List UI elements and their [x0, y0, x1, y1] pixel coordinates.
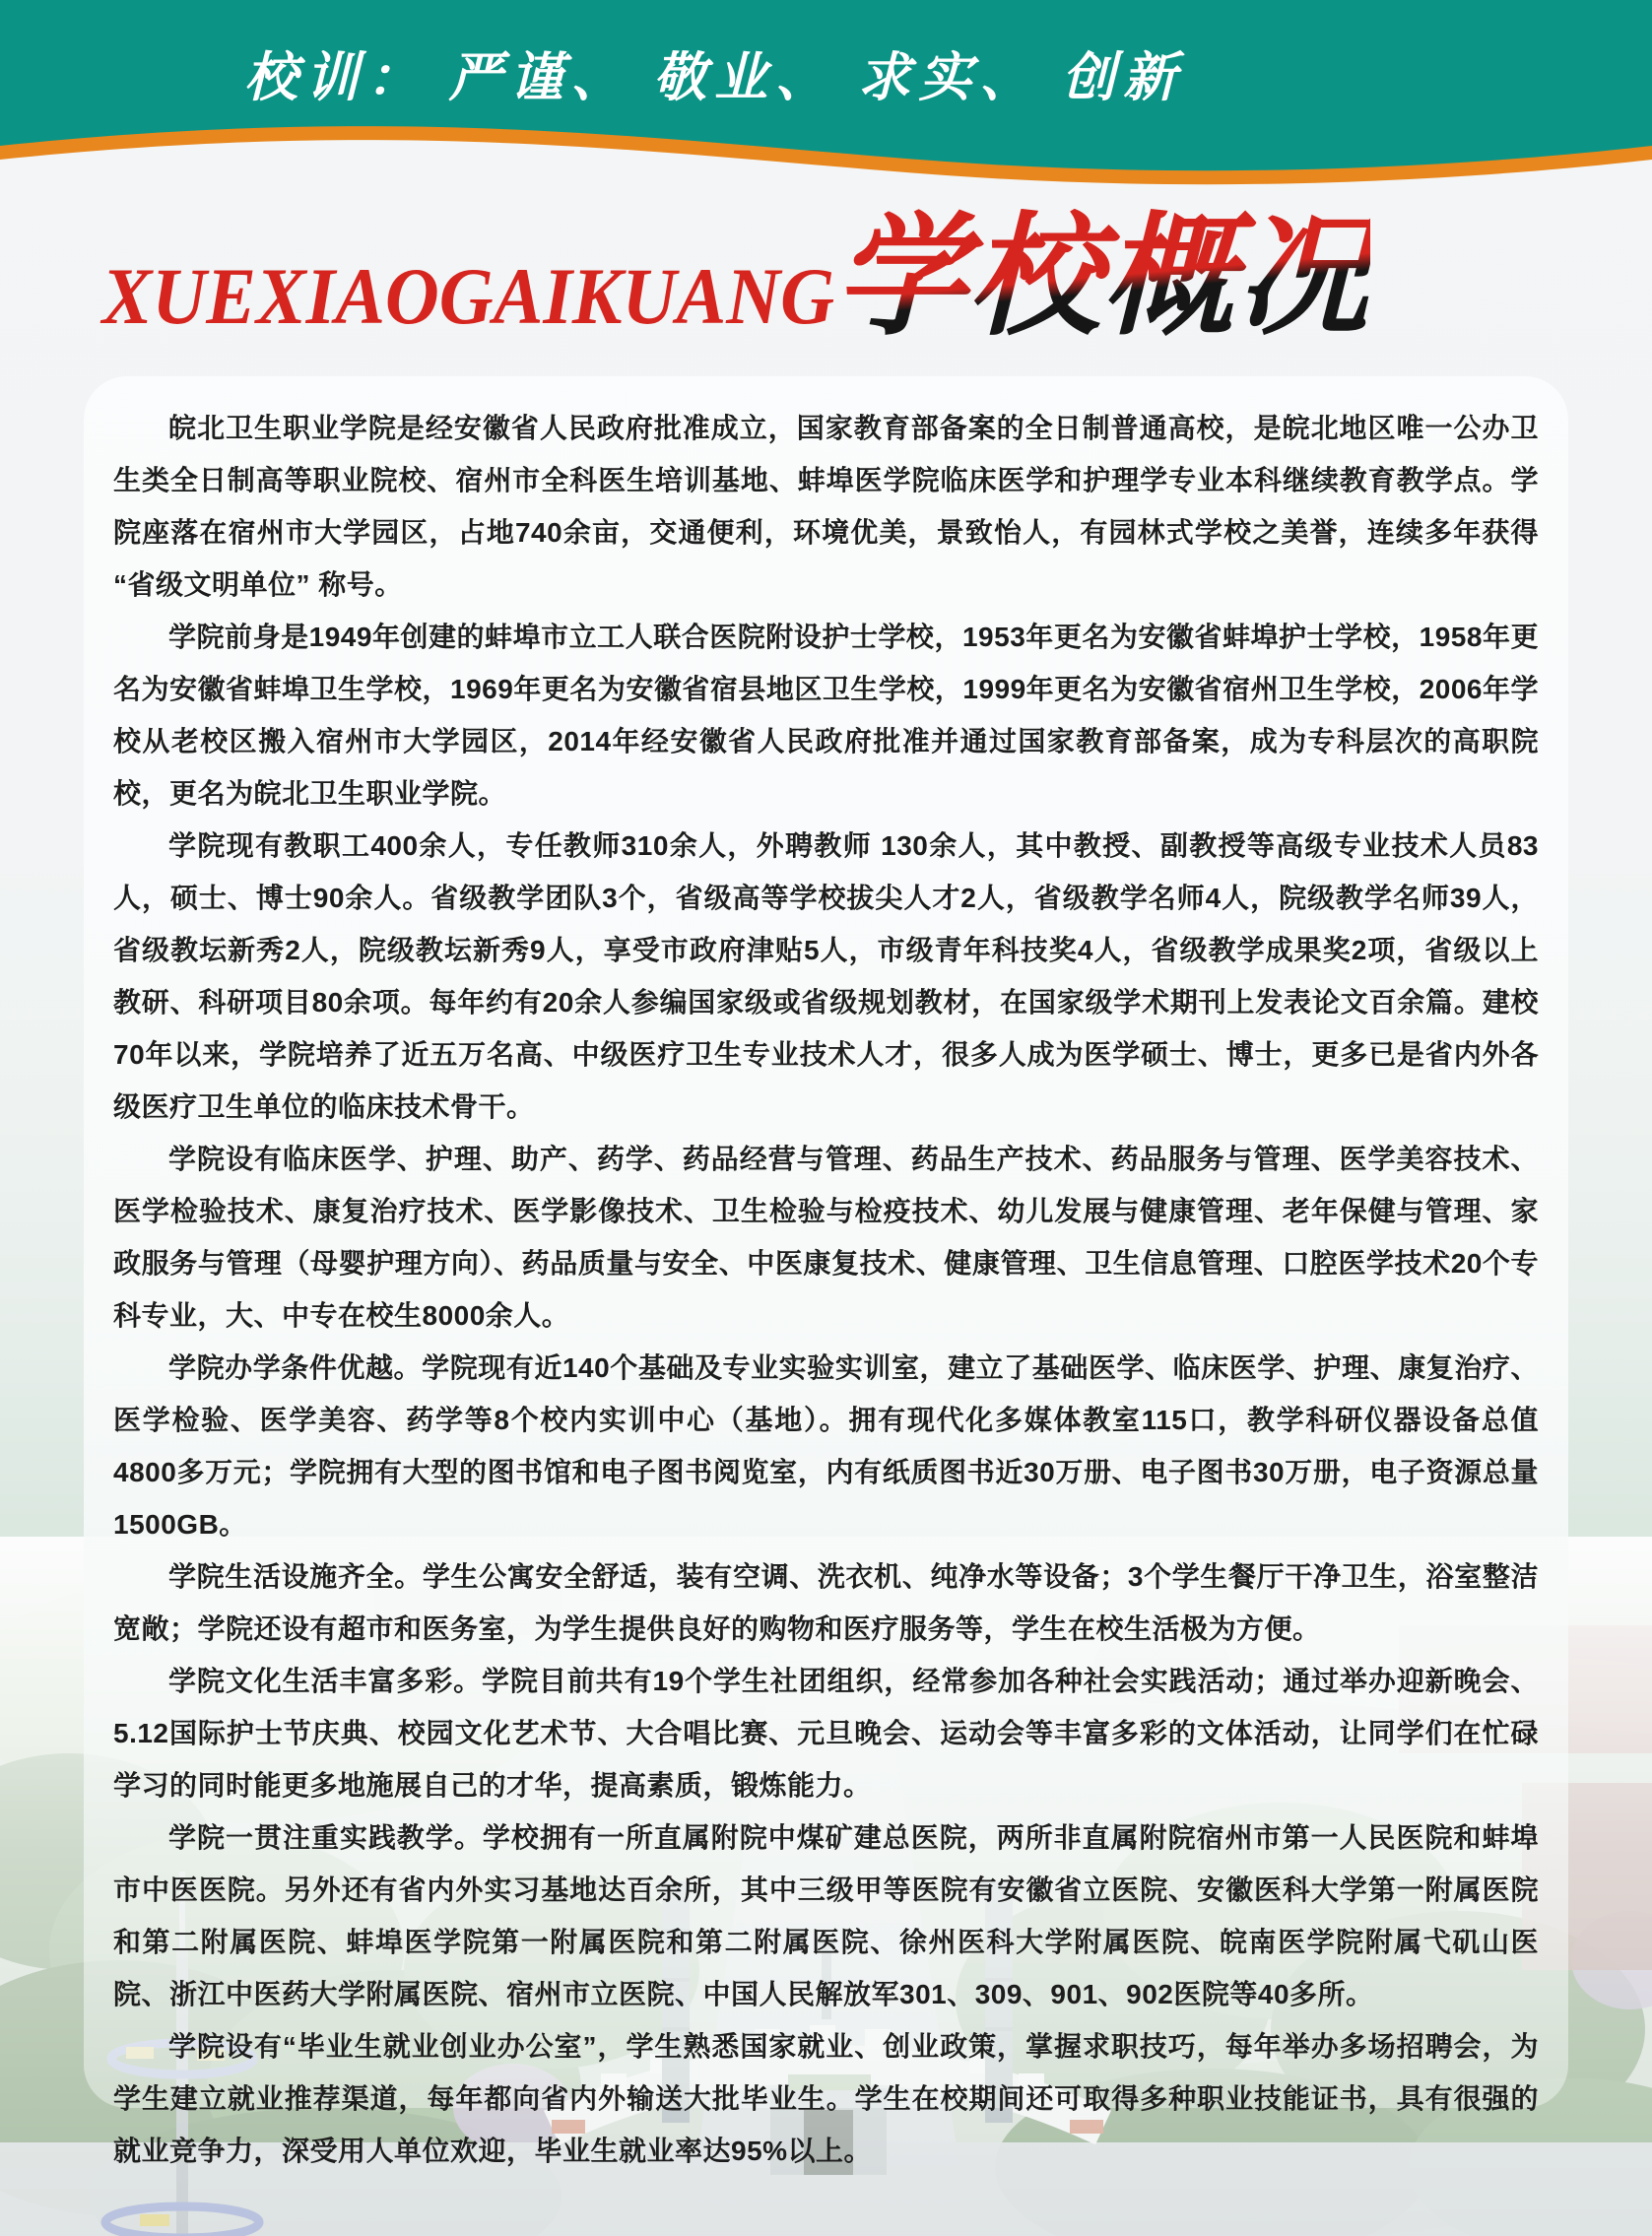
- content-panel: [84, 376, 1568, 2166]
- paragraph-hospitals: 学院一贯注重实践教学。学校拥有一所直属附院中煤矿建总医院，两所非直属附院宿州市第一人民医院和蚌埠市中医医院。另外还有省内外实习基地达百余所，其中三级甲等医院有安徽省立医院、安徽医科大学第一附属医院和第二附属医院、蚌埠医学院第一附属医院和第二附属医院、徐州医科大学附属医院、皖南医学院附属弋矶山医院、浙江中医药大学附属医院、宿州市立医院、中国人民解放军301、309、901、902医院等40多所。: [113, 1822, 1539, 2009]
- school-motto: 校训： 严谨、 敬业、 求实、 创新: [244, 48, 1184, 107]
- page-title-pinyin: XUEXIAOGAIKUANG: [101, 251, 834, 342]
- paragraph-employment: 学院设有“毕业生就业创业办公室”，学生熟悉国家就业、创业政策，掌握求职技巧，每年举办多场招聘会，为学生建立就业推荐渠道，每年都向省内外输送大批毕业生。学生在校期间还可取得多种职业技能证书，具有很强的就业竞争力，深受用人单位欢迎，毕业生就业率达95%以上。: [113, 2031, 1539, 2166]
- page-title-chinese: 学校概况: [833, 205, 1370, 351]
- paragraph-history: 学院前身是1949年创建的蚌埠市立工人联合医院附设护士学校，1953年更名为安徽省蚌埠护士学校，1958年更名为安徽省蚌埠卫生学校，1969年更名为安徽省宿县地区卫生学校，1999年更名为安徽省宿州卫生学校，2006年学校从老校区搬入宿州市大学园区，2014年经安徽省人民政府批准并通过国家教育部备案，成为专科层次的高职院校，更名为皖北卫生职业学院。: [113, 622, 1539, 809]
- paragraph-culture: 学院文化生活丰富多彩。学院目前共有19个学生社团组织，经常参加各种社会实践活动；通过举办迎新晚会、5.12国际护士节庆典、校园文化艺术节、大合唱比赛、元旦晚会、运动会等丰富多彩的文体活动，让同学们在忙碌学习的同时能更多地施展自己的才华，提高素质，锻炼能力。: [113, 1666, 1539, 1801]
- header-banner: [0, 0, 1652, 197]
- paragraph-facilities: 学院办学条件优越。学院现有近140个基础及专业实验实训室，建立了基础医学、临床医学、护理、康复治疗、医学检验、医学美容、药学等8个校内实训中心（基地）。拥有现代化多媒体教室115口，教学科研仪器设备总值4800多万元；学院拥有大型的图书馆和电子图书阅览室，内有纸质图书近30万册、电子图书30万册，电子资源总量 1500GB。: [113, 1352, 1539, 1540]
- paragraph-majors: 学院设有临床医学、护理、助产、药学、药品经营与管理、药品生产技术、药品服务与管理、医学美容技术、医学检验技术、康复治疗技术、医学影像技术、卫生检验与检疫技术、幼儿发展与健康管理、老年保健与管理、家政服务与管理（母婴护理方向）、药品质量与安全、中医康复技术、健康管理、卫生信息管理、口腔医学技术20个专科专业，大、中专在校生8000余人。: [113, 1144, 1539, 1331]
- page-title: [101, 205, 1370, 351]
- paragraph-living: 学院生活设施齐全。学生公寓安全舒适，装有空调、洗衣机、纯净水等设备；3个学生餐厅干净卫生，浴室整洁宽敞；学院还设有超市和医务室，为学生提供良好的购物和医疗服务等，学生在校生活极为方便。: [113, 1561, 1539, 1644]
- paragraph-intro: 皖北卫生职业学院是经安徽省人民政府批准成立，国家教育部备案的全日制普通高校，是皖北地区唯一公办卫生类全日制高等职业院校、宿州市全科医生培训基地、蚌埠医学院临床医学和护理学专业本科继续教育教学点。学院座落在宿州市大学园区，占地740余亩，交通便利，环境优美，景致怡人，有园林式学校之美誉，连续多年获得 “省级文明单位” 称号。: [113, 413, 1539, 600]
- paragraph-faculty: 学院现有教职工400余人，专任教师310余人，外聘教师 130余人，其中教授、副教授等高级专业技术人员83人，硕士、博士90余人。省级教学团队3个，省级高等学校拔尖人才2人，省级教学名师4人，院级教学名师39人，省级教坛新秀2人，院级教坛新秀9人，享受市政府津贴5人，市级青年科技奖4人，省级教学成果奖2项，省级以上教研、科研项目80余项。每年约有20余人参编国家级或省级规划教材，在国家级学术期刊上发表论文百余篇。建校70年以来，学院培养了近五万名高、中级医疗卫生专业技术人才，很多人成为医学硕士、博士，更多已是省内外各级医疗卫生单位的临床技术骨干。: [113, 830, 1539, 1122]
